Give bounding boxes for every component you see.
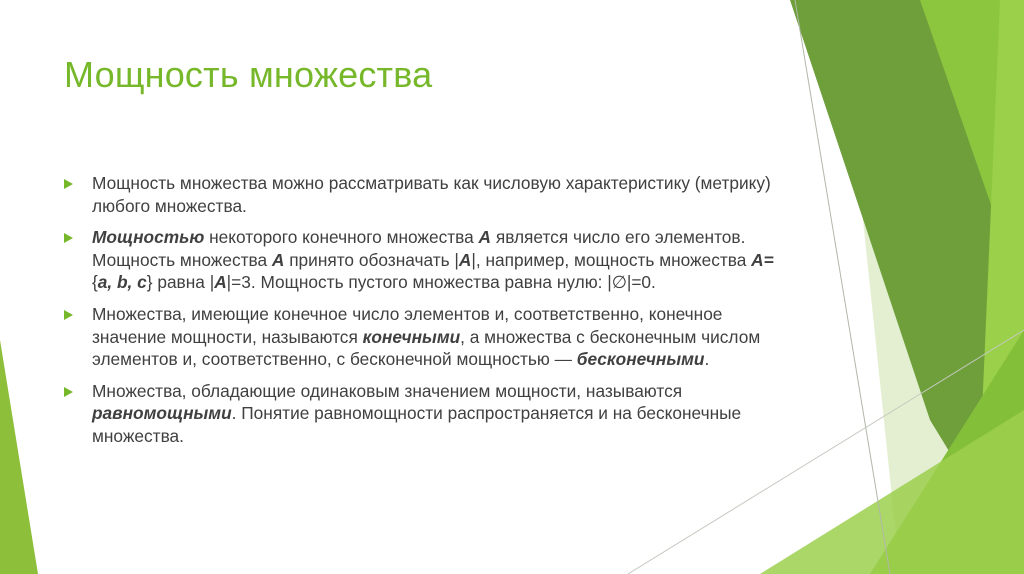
bullet-text: |=3. Мощность пустого множества равна нулю: |∅|=0. <box>226 272 656 293</box>
emphasis-text: Мощностью <box>92 227 205 248</box>
left-green-triangle <box>0 340 38 574</box>
bullet-text: . <box>704 349 710 370</box>
bullet-arrow-icon <box>64 179 73 189</box>
emphasis-text: A <box>478 227 492 248</box>
bullet-text: Множества, имеющие конечное число элементов и, соответственно, конечное значение мощности, называются <box>92 303 723 347</box>
bullet-arrow-icon <box>64 387 73 397</box>
bullet-text: некоторого конечного множества <box>204 227 479 248</box>
emphasis-text: a, b, c <box>97 272 147 293</box>
bullet-item <box>64 303 784 371</box>
bullet-text: { <box>92 272 98 293</box>
bullet-item <box>64 226 784 294</box>
emphasis-text: A <box>214 272 227 293</box>
emphasis-text: A <box>271 249 285 270</box>
bullet-list <box>64 172 784 457</box>
bullet-text: , а множества с бесконечным числом элементов и, соответственно, с бесконечной мощностью — <box>92 326 761 370</box>
bullet-text: является число его элементов. Мощность множества <box>92 227 746 270</box>
bullet-text: Множества, обладающие одинаковым значением мощности, называются <box>92 380 683 401</box>
bullet-item <box>64 172 784 217</box>
emphasis-text: A <box>458 249 472 270</box>
bullet-item <box>64 380 784 448</box>
emphasis-text: конечными <box>362 326 461 347</box>
bullet-text: Мощность множества можно рассматривать как числовую характеристику (метрику) любого множества. <box>92 173 771 216</box>
bullet-text: . Понятие равномощности распространяется и на бесконечные множества. <box>92 403 742 446</box>
emphasis-text: бесконечными <box>576 349 705 370</box>
bullet-arrow-icon <box>64 310 73 320</box>
emphasis-text: A= <box>751 249 774 270</box>
bullet-text: принято обозначать | <box>284 249 459 270</box>
bullet-text: } равна | <box>146 272 215 293</box>
bullet-arrow-icon <box>64 233 73 243</box>
bullet-text: |, например, мощность множества <box>471 249 752 270</box>
slide-title: Мощность множества <box>64 54 433 95</box>
emphasis-text: равномощными <box>92 403 232 424</box>
